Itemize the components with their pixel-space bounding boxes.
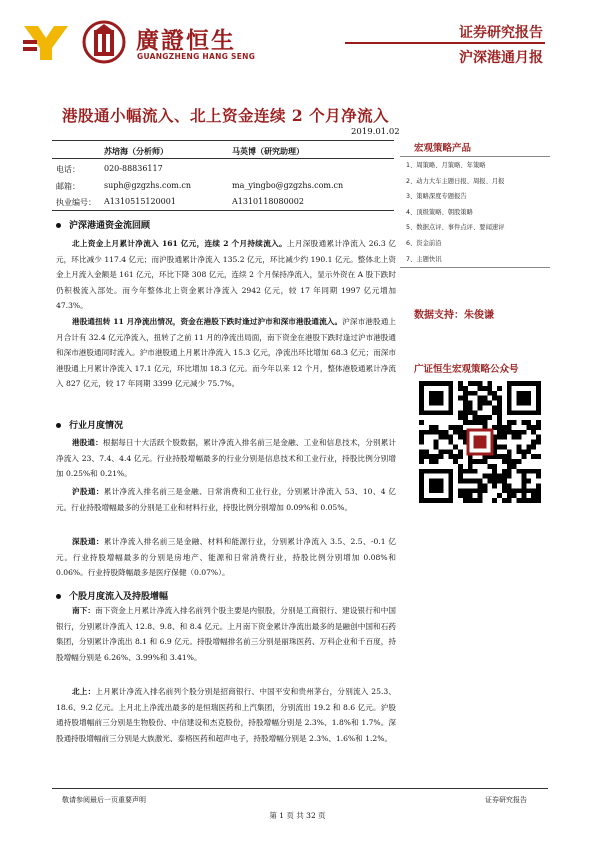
report-date: 2019.01.02 xyxy=(351,127,400,137)
author-2-email[interactable]: ma_yingbo@gzgzhs.com.cn xyxy=(232,181,344,190)
section-heading-stocks: 个股月度流入及持股增幅 xyxy=(56,589,168,602)
paragraph-northbound: 北上资金上月累计净流入 161 亿元，连续 2 个月持续流入。上月深股通累计净流入 26.3 亿元，环比减少 117.4 亿元；而沪股通累计净流入 135.2 亿元，环比减少约 190.1 亿元。整体北上资金上月流入金额是 161 亿元，环比下降 308 亿元，连续 2 个月保持净流入，显示外资在 A 股下跌时仍积极流入部处。而今年整体北上资金累计净流入 2942 亿元，较 17 年同期 1997 亿元增加 47.3%。 xyxy=(56,239,396,311)
author-1-cert: A1310515120001 xyxy=(104,197,176,206)
cert-label: 执业编号： xyxy=(56,198,96,207)
author-1-email[interactable]: suph@gzgzhs.com.cn xyxy=(104,181,192,190)
list-item: 3、策略深度专题报告 xyxy=(406,193,467,201)
wechat-account-label: 广证恒生宏观策略公众号 xyxy=(414,364,519,375)
footer-divider xyxy=(52,788,548,789)
paragraph-southbound: 港股通扭转 11 月净流出情况，资金在港股下跌时逢过沪市和深市港股通流入。沪深市港股通上月合计有 32.4 亿元净流入，扭转了之前 11 月的净流出局面，南下资金在港股下跌时逢过沪市港股通和深市港股通同时流入。沪市港股通上月累计净流入 15.3 亿元，净流出环比增加 68.3 亿元；而深市港股通上月累计净流入 17.1 亿元，环比增加 18.3 亿元。而今年以来 12 个月，整体港股通累计净流入 827 亿元，较 17 年同期 3399 亿元减少 75.7%。 xyxy=(56,317,397,389)
list-item: 2、动力大车主题日报、周报、月报 xyxy=(406,177,505,185)
footer-report-type: 证券研究报告 xyxy=(485,796,527,804)
brand-seal-logo-icon xyxy=(82,18,126,66)
paragraph-stocks-north: 北上：上月累计净流入排名前列个股分别是招商银行、中国平安和贵州茅台，分别流入 25.3、18.6、9.2 亿元。上月北上净流出最多的是恒瑞医药和上汽集团，分别流出 19.2 和 8.6 亿元。沪股通持股增幅前三分别是生物股份、中信建设和杰克股份，持股增幅分别是 2.3%、1.8%和 1.7%。深股通持股增幅前三分别是大族激光、泰格医药和超声电子，持股增幅分别是 2.3%、1.6%和 1.2%。 xyxy=(56,687,396,743)
list-item: 7、主题快讯 xyxy=(406,255,442,263)
data-support: 数据支持：朱俊谦 xyxy=(414,310,494,321)
author-mid-rule xyxy=(52,158,394,159)
author-2-cert: A1310118080002 xyxy=(232,197,304,206)
author-2-name: 马英博（研究助理） xyxy=(232,146,304,156)
sidebar-heading: 宏观策略产品 xyxy=(414,143,472,154)
list-item: 6、资金前沿 xyxy=(406,239,442,247)
page-title: 港股通小幅流入、北上资金连续 2 个月净流入 xyxy=(62,106,390,125)
header-divider xyxy=(345,42,545,44)
author-1-phone: 020-88836117 xyxy=(104,164,163,173)
brand-name-en: GUANGZHENG HANG SENG xyxy=(137,52,256,61)
author-bottom-rule xyxy=(52,210,394,211)
author-top-rule xyxy=(52,140,394,141)
bullet-icon xyxy=(56,223,61,228)
bullet-icon xyxy=(56,594,61,599)
brand-name-cn: 廣證恒生 xyxy=(136,28,236,54)
list-item: 5、数据点评、事件点评、要闻速评 xyxy=(406,224,505,232)
phone-label: 电话： xyxy=(56,165,80,174)
page-number: 第 1 页 共 32 页 xyxy=(269,811,326,820)
report-type: 证券研究报告 xyxy=(459,25,543,41)
brand-y-logo-icon xyxy=(22,22,68,62)
email-label: 邮箱： xyxy=(56,182,80,191)
qr-code-icon[interactable] xyxy=(419,381,541,503)
footer-disclaimer: 敬请参阅最后一页重要声明 xyxy=(62,796,146,804)
section-heading-industry: 行业月度情况 xyxy=(56,418,123,431)
paragraph-stocks-south: 南下：南下资金上月累计净流入排名前列个股主要是内银股，分别是工商银行、建设银行和中国银行，分别累计净流入 12.8、9.8、和 8.4 亿元。上月南下资金累计净流出最多的是融创中国和石药集团，分别累计净流出 8.1 和 6.9 亿元。持股增幅排名前三分别是丽珠医药、万科企业和千百度，持股增幅分别是 6.26%、3.99%和 3.41%。 xyxy=(56,606,396,662)
sidebar-product-list xyxy=(406,158,504,267)
paragraph-industry-sh: 沪股通：累计净流入排名前三是金融、日常消费和工业行业，分别累计净流入 53、10、4 亿元。行业持股增幅最多的分别是工业和材料行业，持股比例分别增加 0.09%和 0.05%。 xyxy=(56,487,396,512)
bullet-icon xyxy=(56,423,61,428)
paragraph-industry-hk: 港股通：根据每日十大活跃个股数据，累计净流入排名前三是金融、工业和信息技术，分别累计净流入 23、7.4、4.4 亿元。行业持股增幅最多的行业分别是信息技术和工业行业，持股比例分别增加 0.25%和 0.21%。 xyxy=(56,438,397,479)
list-item: 1、周策略、月策略、年策略 xyxy=(406,162,486,169)
report-name: 沪深港通月报 xyxy=(459,50,543,66)
section-heading-fund-flow: 沪深港通资金流回顾 xyxy=(56,218,150,231)
author-1-name: 苏培海（分析师） xyxy=(104,146,168,156)
list-item: 4、顶级策略、朝股策略 xyxy=(406,208,473,216)
paragraph-industry-sz: 深股通：累计净流入排名前三是金融、材料和能源行业，分别累计净流入 3.5、2.5、-0.1 亿元。行业持股增幅最多的分别是房地产、能源和日常消费行业，持股比例分别增加 0.08%和 0.06%。行业持股降幅最多是医疗保健（0.07%）。 xyxy=(56,537,397,578)
